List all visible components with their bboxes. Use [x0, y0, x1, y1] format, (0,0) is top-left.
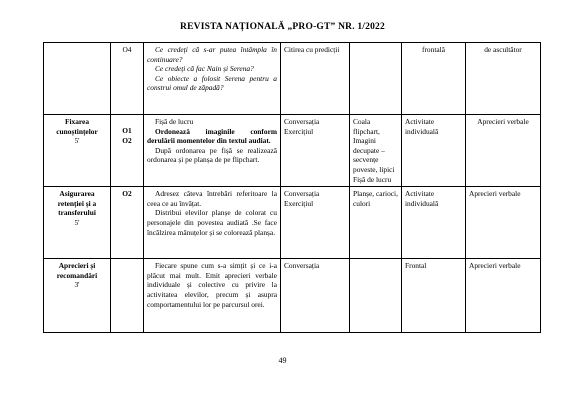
- objective-cell: [111, 187, 144, 259]
- organization-cell: frontală: [402, 43, 466, 115]
- stage-cell: [44, 43, 111, 115]
- objective-cell: [111, 43, 144, 115]
- table-row: [44, 43, 541, 115]
- organization-cell: Frontal: [402, 259, 466, 333]
- stage-cell: [44, 259, 111, 333]
- table-row: [44, 187, 541, 259]
- lesson-plan-table: [43, 42, 541, 333]
- stage-name: Fixarea cunoștințelor: [56, 117, 98, 136]
- organization-cell: Activitate individuală: [402, 187, 466, 259]
- stage-duration: 3': [74, 280, 80, 290]
- table-row: [44, 115, 541, 187]
- methods-cell: Conversația Exercițiul: [281, 115, 350, 187]
- activity-cell: [144, 43, 281, 115]
- objective-cell: [111, 115, 144, 187]
- table-row: [44, 259, 541, 333]
- activity-cell: [144, 115, 281, 187]
- objective-code: O2: [122, 189, 132, 199]
- page-header: REVISTA NAȚIONALĂ „PRO-GT” NR. 1/2022: [180, 22, 385, 32]
- objective-code: O4: [122, 45, 132, 54]
- methods-cell: Conversația Exercițiul: [281, 187, 350, 259]
- activity-line: Adresez câteva întrebări referitoare la ceea ce au învățat.: [147, 189, 277, 208]
- activity-line: După ordonarea pe fișă se realizează ordonarea și pe planșa de pe flipchart.: [147, 145, 277, 165]
- stage-cell: [44, 187, 111, 259]
- materials-cell: [350, 259, 402, 333]
- activity-line: Fiecare spune cum s-a simțit și ce i-a plăcut mai mult. Emit aprecieri verbale individuale și colective cu privire la activitatea elevilor, precum și asupra comportamentului lor pe parcursul orei.: [147, 261, 277, 309]
- evaluation-cell: Aprecieri verbale: [466, 115, 541, 187]
- objective-code: O1: [122, 126, 132, 135]
- stage-name: Aprecieri și recomandări: [56, 261, 98, 280]
- page-number: 49: [278, 356, 287, 365]
- objective-cell: [111, 259, 144, 333]
- evaluation-cell: Aprecieri verbale: [466, 259, 541, 333]
- evaluation-cell: de ascultător: [466, 43, 541, 115]
- activity-line: Ce credeți că fac Nain și Serena?: [155, 64, 254, 74]
- materials-cell: Coala flipchart, Imagini decupate – secvențe poveste, lipici Fișă de lucru: [350, 115, 402, 187]
- materials-cell: [350, 43, 402, 115]
- objective-code: O2: [122, 135, 132, 145]
- methods-cell: Conversația: [281, 259, 350, 333]
- materials-cell: Planșe, carioci, culori: [350, 187, 402, 259]
- stage-cell: [44, 115, 111, 187]
- activity-line: Distribui elevilor planșe de colorat cu personajele din povestea audiată .Se face încălzirea mânuțelor și se colorează planșa.: [147, 208, 277, 237]
- methods-cell: Citirea cu predicții: [281, 43, 350, 115]
- stage-duration: 5': [74, 136, 80, 146]
- activity-line: Ce obiecte a folosit Serena pentru a construi omul de zăpadă?: [147, 73, 277, 93]
- evaluation-cell: Aprecieri verbale: [466, 187, 541, 259]
- stage-name: Asigurarea retenției și a transferului: [57, 189, 97, 218]
- activity-line: Fișă de lucru: [155, 117, 194, 126]
- activity-line: Ce credeți că s-ar putea întâmpla în continuare?: [147, 45, 277, 64]
- stage-duration: 5': [74, 217, 80, 227]
- organization-cell: Activitate individuală: [402, 115, 466, 187]
- activity-cell: [144, 259, 281, 333]
- activity-cell: [144, 187, 281, 259]
- activity-line: Ordonează imaginile conform derulării momentelor din textul audiat.: [147, 126, 277, 146]
